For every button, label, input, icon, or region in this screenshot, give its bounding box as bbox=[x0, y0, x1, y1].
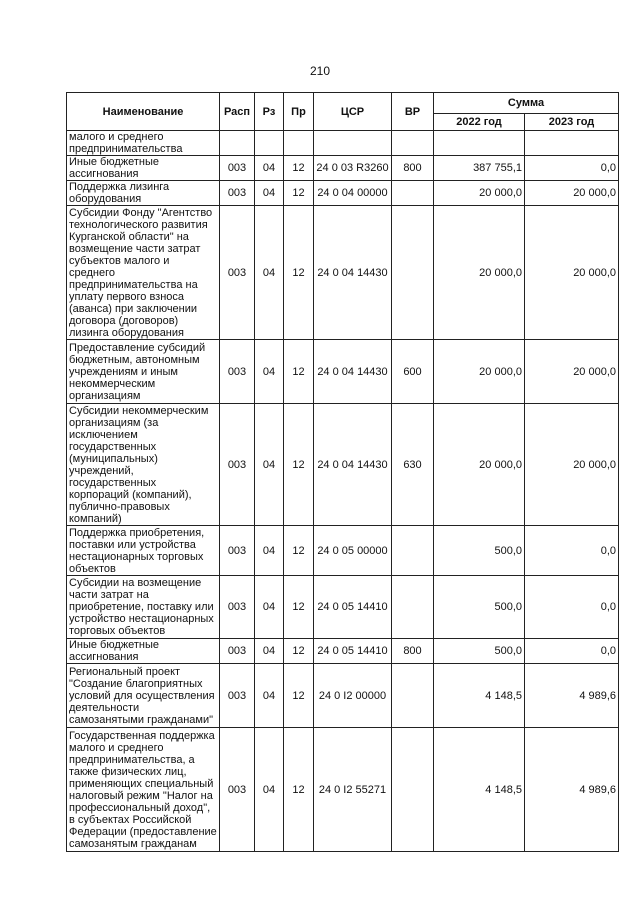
table-row bbox=[67, 131, 619, 156]
cell-2022: 20 000,0 bbox=[434, 206, 525, 340]
cell-pr bbox=[284, 131, 314, 156]
table-row bbox=[67, 156, 619, 181]
cell-pr: 12 bbox=[284, 728, 314, 852]
cell-csr: 24 0 05 14410 bbox=[314, 576, 392, 639]
header-csr: ЦСР bbox=[314, 93, 392, 131]
cell-rz: 04 bbox=[255, 639, 284, 664]
header-pr: Пр bbox=[284, 93, 314, 131]
cell-2022 bbox=[434, 131, 525, 156]
cell-2022: 500,0 bbox=[434, 526, 525, 576]
cell-name: Поддержка приобретения, поставки или устройства нестационарных торговых объектов bbox=[67, 526, 220, 576]
cell-vr bbox=[392, 576, 434, 639]
cell-rasp bbox=[220, 131, 255, 156]
cell-2022: 4 148,5 bbox=[434, 728, 525, 852]
cell-2023: 20 000,0 bbox=[525, 404, 619, 526]
cell-2023: 20 000,0 bbox=[525, 181, 619, 206]
cell-2023: 20 000,0 bbox=[525, 340, 619, 404]
cell-csr bbox=[314, 131, 392, 156]
cell-rz bbox=[255, 131, 284, 156]
cell-pr: 12 bbox=[284, 404, 314, 526]
header-year-2022: 2022 год bbox=[434, 114, 525, 131]
cell-rasp: 003 bbox=[220, 664, 255, 728]
cell-csr: 24 0 04 14430 bbox=[314, 340, 392, 404]
cell-name: Региональный проект "Создание благоприятных условий для осуществления деятельности самозанятыми гражданами" bbox=[67, 664, 220, 728]
cell-pr: 12 bbox=[284, 340, 314, 404]
cell-csr: 24 0 05 00000 bbox=[314, 526, 392, 576]
cell-2022: 387 755,1 bbox=[434, 156, 525, 181]
page-number: 210 bbox=[309, 64, 331, 78]
cell-vr: 600 bbox=[392, 340, 434, 404]
cell-2023: 0,0 bbox=[525, 576, 619, 639]
cell-2022: 4 148,5 bbox=[434, 664, 525, 728]
cell-2023: 0,0 bbox=[525, 156, 619, 181]
budget-table bbox=[66, 92, 619, 852]
table-row bbox=[67, 404, 619, 526]
cell-pr: 12 bbox=[284, 576, 314, 639]
cell-name: малого и среднего предпринимательства bbox=[67, 131, 220, 156]
cell-2023: 20 000,0 bbox=[525, 206, 619, 340]
cell-rz: 04 bbox=[255, 206, 284, 340]
cell-2022: 20 000,0 bbox=[434, 181, 525, 206]
cell-name: Субсидии на возмещение части затрат на приобретение, поставку или устройство нестационарных торговых объектов bbox=[67, 576, 220, 639]
cell-csr: 24 0 05 14410 bbox=[314, 639, 392, 664]
cell-rz: 04 bbox=[255, 576, 284, 639]
cell-rz: 04 bbox=[255, 664, 284, 728]
cell-2022: 500,0 bbox=[434, 639, 525, 664]
cell-pr: 12 bbox=[284, 526, 314, 576]
header-rasp: Расп bbox=[220, 93, 255, 131]
cell-pr: 12 bbox=[284, 156, 314, 181]
cell-vr bbox=[392, 664, 434, 728]
header-year-2023: 2023 год bbox=[525, 114, 619, 131]
table-row bbox=[67, 576, 619, 639]
cell-csr: 24 0 I2 55271 bbox=[314, 728, 392, 852]
cell-pr: 12 bbox=[284, 181, 314, 206]
cell-2022: 20 000,0 bbox=[434, 340, 525, 404]
cell-vr bbox=[392, 181, 434, 206]
cell-csr: 24 0 04 14430 bbox=[314, 404, 392, 526]
cell-vr: 630 bbox=[392, 404, 434, 526]
cell-name: Иные бюджетные ассигнования bbox=[67, 156, 220, 181]
cell-pr: 12 bbox=[284, 206, 314, 340]
cell-2023 bbox=[525, 131, 619, 156]
cell-name: Предоставление субсидий бюджетным, автономным учреждениям и иным некоммерческим организациям bbox=[67, 340, 220, 404]
cell-2023: 4 989,6 bbox=[525, 728, 619, 852]
cell-rz: 04 bbox=[255, 404, 284, 526]
cell-2022: 20 000,0 bbox=[434, 404, 525, 526]
cell-vr bbox=[392, 526, 434, 576]
header-name: Наименование bbox=[67, 93, 220, 131]
table-row bbox=[67, 664, 619, 728]
table-row bbox=[67, 206, 619, 340]
cell-rasp: 003 bbox=[220, 639, 255, 664]
cell-rasp: 003 bbox=[220, 728, 255, 852]
cell-rasp: 003 bbox=[220, 181, 255, 206]
cell-rasp: 003 bbox=[220, 526, 255, 576]
cell-name: Поддержка лизинга оборудования bbox=[67, 181, 220, 206]
table-row bbox=[67, 639, 619, 664]
cell-rasp: 003 bbox=[220, 404, 255, 526]
cell-vr: 800 bbox=[392, 156, 434, 181]
header-vr: ВР bbox=[392, 93, 434, 131]
cell-csr: 24 0 04 00000 bbox=[314, 181, 392, 206]
table-row bbox=[67, 526, 619, 576]
header-rz: Рз bbox=[255, 93, 284, 131]
table-row bbox=[67, 728, 619, 852]
cell-vr bbox=[392, 728, 434, 852]
cell-csr: 24 0 I2 00000 bbox=[314, 664, 392, 728]
cell-csr: 24 0 03 R3260 bbox=[314, 156, 392, 181]
cell-pr: 12 bbox=[284, 639, 314, 664]
cell-rz: 04 bbox=[255, 156, 284, 181]
cell-name: Субсидии некоммерческим организациям (за исключением государственных (муниципальных) учреждений, государственных корпораций (компаний), публично-правовых компаний) bbox=[67, 404, 220, 526]
table-row bbox=[67, 340, 619, 404]
cell-2023: 0,0 bbox=[525, 639, 619, 664]
header-sum: Сумма bbox=[434, 93, 619, 114]
cell-vr: 800 bbox=[392, 639, 434, 664]
cell-vr bbox=[392, 131, 434, 156]
cell-rasp: 003 bbox=[220, 156, 255, 181]
cell-rz: 04 bbox=[255, 181, 284, 206]
cell-name: Субсидии Фонду "Агентство технологического развития Курганской области" на возмещение части затрат субъектов малого и среднего предпринимательства на уплату первого взноса (аванса) при заключении договора (договоров) лизинга оборудования bbox=[67, 206, 220, 340]
cell-csr: 24 0 04 14430 bbox=[314, 206, 392, 340]
cell-rz: 04 bbox=[255, 728, 284, 852]
cell-vr bbox=[392, 206, 434, 340]
table-row bbox=[67, 181, 619, 206]
cell-name: Государственная поддержка малого и среднего предпринимательства, а также физических лиц, применяющих специальный налоговый режим "Налог на профессиональный доход", в субъектах Российской Федерации (предоставление самозанятым гражданам bbox=[67, 728, 220, 852]
cell-rasp: 003 bbox=[220, 206, 255, 340]
cell-2023: 0,0 bbox=[525, 526, 619, 576]
cell-rasp: 003 bbox=[220, 576, 255, 639]
cell-rasp: 003 bbox=[220, 340, 255, 404]
cell-rz: 04 bbox=[255, 340, 284, 404]
cell-2023: 4 989,6 bbox=[525, 664, 619, 728]
cell-rz: 04 bbox=[255, 526, 284, 576]
cell-pr: 12 bbox=[284, 664, 314, 728]
cell-2022: 500,0 bbox=[434, 576, 525, 639]
cell-name: Иные бюджетные ассигнования bbox=[67, 639, 220, 664]
